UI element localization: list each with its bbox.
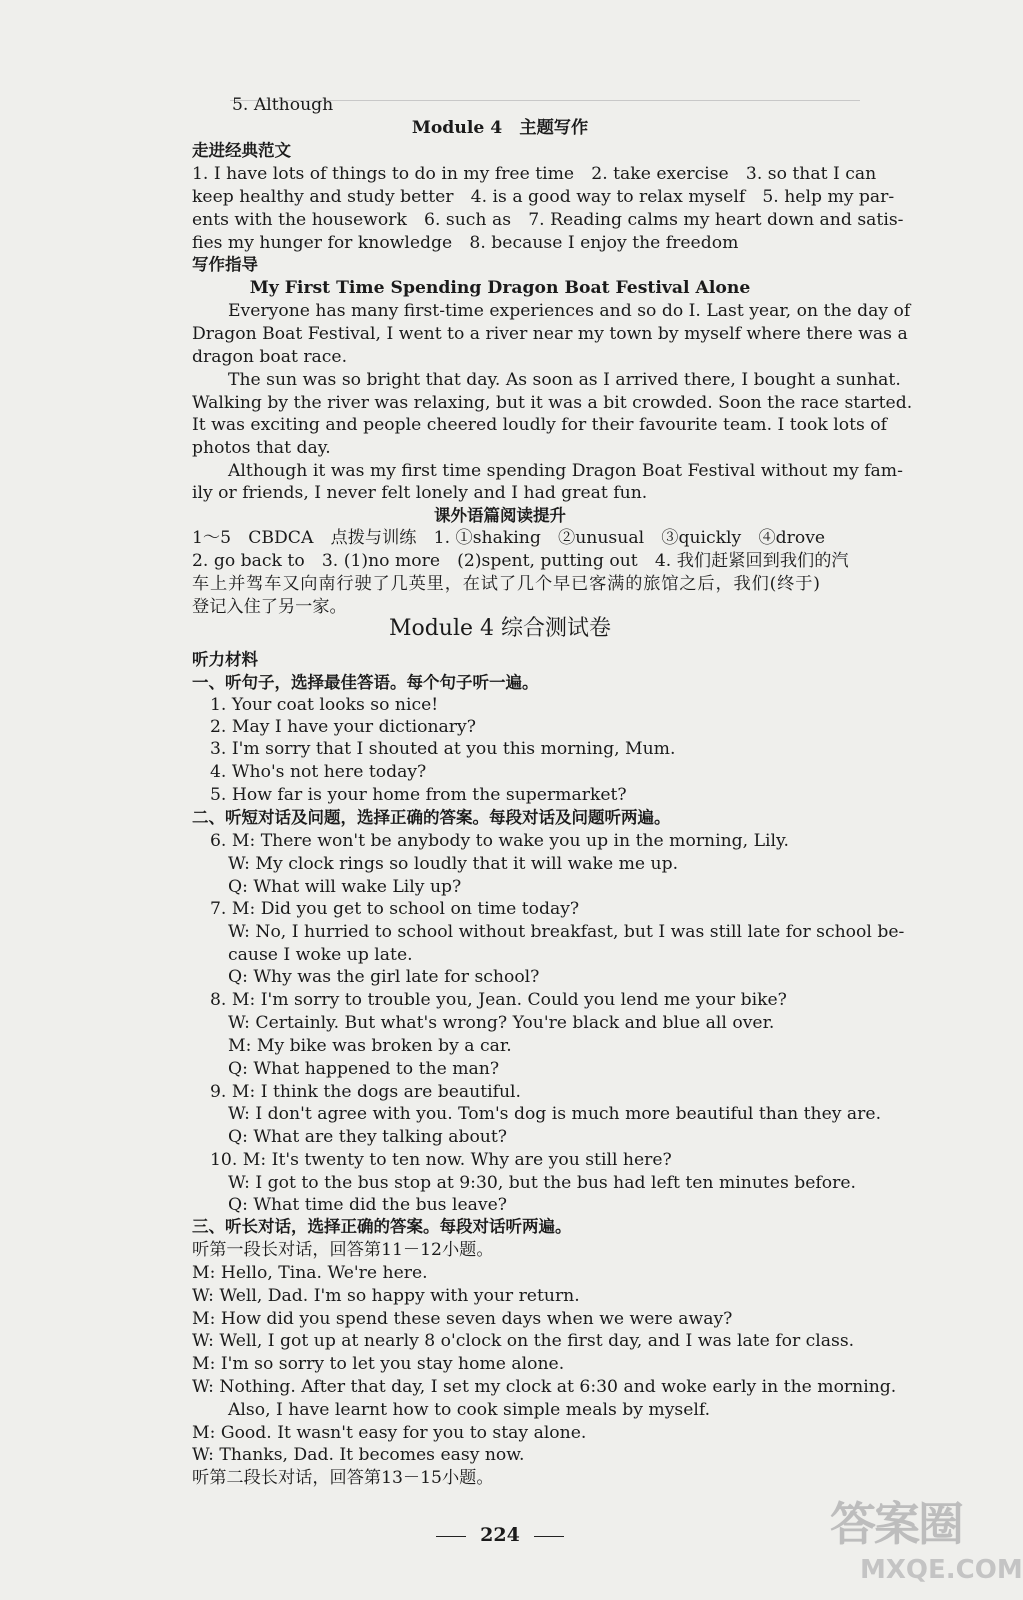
essay-title: My First Time Spending Dragon Boat Festival Alone xyxy=(249,278,751,298)
module-writing-heading: Module 4 主题写作 xyxy=(411,118,589,138)
listening-line: 1. Your coat looks so nice! xyxy=(210,695,439,715)
listening-line: 听第二段长对话，回答第13－15小题。 xyxy=(192,1468,494,1488)
answer-line: 1～5 CBDCA 点拨与训练 1. ①shaking ②unusual ③quickly ④drove xyxy=(192,528,826,548)
listening-line: 6. M: There won't be anybody to wake you up in the morning, Lily. xyxy=(210,831,789,851)
section-heading: 走进经典范文 xyxy=(192,141,291,160)
listening-line: M: How did you spend these seven days when we were away? xyxy=(192,1309,733,1329)
listening-line: 7. M: Did you get to school on time today? xyxy=(210,899,580,919)
page-number-dash-left xyxy=(436,1536,466,1537)
listening-line: W: Well, I got up at nearly 8 o'clock on the first day, and I was late for class. xyxy=(192,1331,855,1351)
watermark-logo: 答案圈 xyxy=(830,1497,962,1551)
answer-line: fies my hunger for knowledge 8. because I enjoy the freedom xyxy=(192,233,739,253)
listening-line: Q: What will wake Lily up? xyxy=(228,877,462,897)
listening-line: 听第一段长对话，回答第11－12小题。 xyxy=(192,1240,494,1260)
listening-line: W: Well, Dad. I'm so happy with your return. xyxy=(192,1286,580,1306)
listening-line: W: I don't agree with you. Tom's dog is much more beautiful than they are. xyxy=(228,1104,882,1124)
answer-line: 5. Although xyxy=(232,95,334,115)
listening-line: 8. M: I'm sorry to trouble you, Jean. Could you lend me your bike? xyxy=(210,990,787,1010)
watermark-url: MXQE.COM xyxy=(860,1555,1023,1585)
listening-line: W: My clock rings so loudly that it will wake me up. xyxy=(228,854,679,874)
essay-line: Walking by the river was relaxing, but it was a bit crowded. Soon the race started. xyxy=(192,393,913,413)
section-heading: 听力材料 xyxy=(192,650,258,669)
answer-line: ents with the housework 6. such as 7. Reading calms my heart down and satis- xyxy=(192,210,904,230)
listening-line: 2. May I have your dictionary? xyxy=(210,717,476,737)
listening-line: W: I got to the bus stop at 9:30, but the bus had left ten minutes before. xyxy=(228,1173,856,1193)
answer-line: 车上并驾车又向南行驶了几英里，在试了几个早已客满的旅馆之后，我们(终于) xyxy=(192,574,820,594)
listening-line: Q: Why was the girl late for school? xyxy=(228,967,540,987)
listening-line: 5. How far is your home from the supermarket? xyxy=(210,785,627,805)
answer-line: 2. go back to 3. (1)no more (2)spent, putting out 4. 我们赶紧回到我们的汽 xyxy=(192,551,849,571)
listening-line: M: I'm so sorry to let you stay home alone. xyxy=(192,1354,565,1374)
listening-line: M: Hello, Tina. We're here. xyxy=(192,1263,428,1283)
section-heading: 三、听长对话，选择正确的答案。每段对话听两遍。 xyxy=(192,1217,572,1236)
page-number-dash-right xyxy=(534,1536,564,1537)
listening-line: Q: What are they talking about? xyxy=(228,1127,508,1147)
listening-line: W: Nothing. After that day, I set my clock at 6:30 and woke early in the morning. xyxy=(192,1377,897,1397)
listening-line: W: Thanks, Dad. It becomes easy now. xyxy=(192,1445,525,1465)
essay-line: Although it was my first time spending Dragon Boat Festival without my fam- xyxy=(228,461,903,481)
listening-line: M: Good. It wasn't easy for you to stay alone. xyxy=(192,1423,587,1443)
section-heading: 写作指导 xyxy=(192,255,258,274)
listening-line: M: My bike was broken by a car. xyxy=(228,1036,512,1056)
answer-line: 1. I have lots of things to do in my free time 2. take exercise 3. so that I can xyxy=(192,164,877,184)
section-heading: 一、听句子，选择最佳答语。每个句子听一遍。 xyxy=(192,673,539,692)
listening-line: Also, I have learnt how to cook simple meals by myself. xyxy=(228,1400,711,1420)
listening-line: W: Certainly. But what's wrong? You're black and blue all over. xyxy=(228,1013,775,1033)
listening-line: 4. Who's not here today? xyxy=(210,762,427,782)
essay-line: photos that day. xyxy=(192,438,331,458)
answer-line: keep healthy and study better 4. is a good way to relax myself 5. help my par- xyxy=(192,187,895,207)
essay-line: dragon boat race. xyxy=(192,347,348,367)
test-title: Module 4 综合测试卷 xyxy=(388,616,612,641)
essay-line: The sun was so bright that day. As soon as I arrived there, I bought a sunhat. xyxy=(228,370,901,390)
listening-line: W: No, I hurried to school without breakfast, but I was still late for school be- xyxy=(228,922,905,942)
section-heading: 二、听短对话及问题，选择正确的答案。每段对话及问题听两遍。 xyxy=(192,808,671,827)
listening-line: 10. M: It's twenty to ten now. Why are you still here? xyxy=(210,1150,672,1170)
essay-line: Dragon Boat Festival, I went to a river near my town by myself where there was a xyxy=(192,324,908,344)
listening-line: Q: What happened to the man? xyxy=(228,1059,500,1079)
listening-line: cause I woke up late. xyxy=(228,945,413,965)
answer-line: 登记入住了另一家。 xyxy=(192,597,347,617)
listening-line: 9. M: I think the dogs are beautiful. xyxy=(210,1082,522,1102)
section-heading: 课外语篇阅读提升 xyxy=(434,506,566,525)
essay-line: Everyone has many first-time experiences and so do I. Last year, on the day of xyxy=(228,301,911,321)
essay-line: ily or friends, I never felt lonely and I had great fun. xyxy=(192,483,648,503)
essay-line: It was exciting and people cheered loudly for their favourite team. I took lots of xyxy=(192,415,887,435)
listening-line: Q: What time did the bus leave? xyxy=(228,1195,507,1215)
listening-line: 3. I'm sorry that I shouted at you this morning, Mum. xyxy=(210,739,676,759)
page-number-value: 224 xyxy=(480,1524,520,1546)
